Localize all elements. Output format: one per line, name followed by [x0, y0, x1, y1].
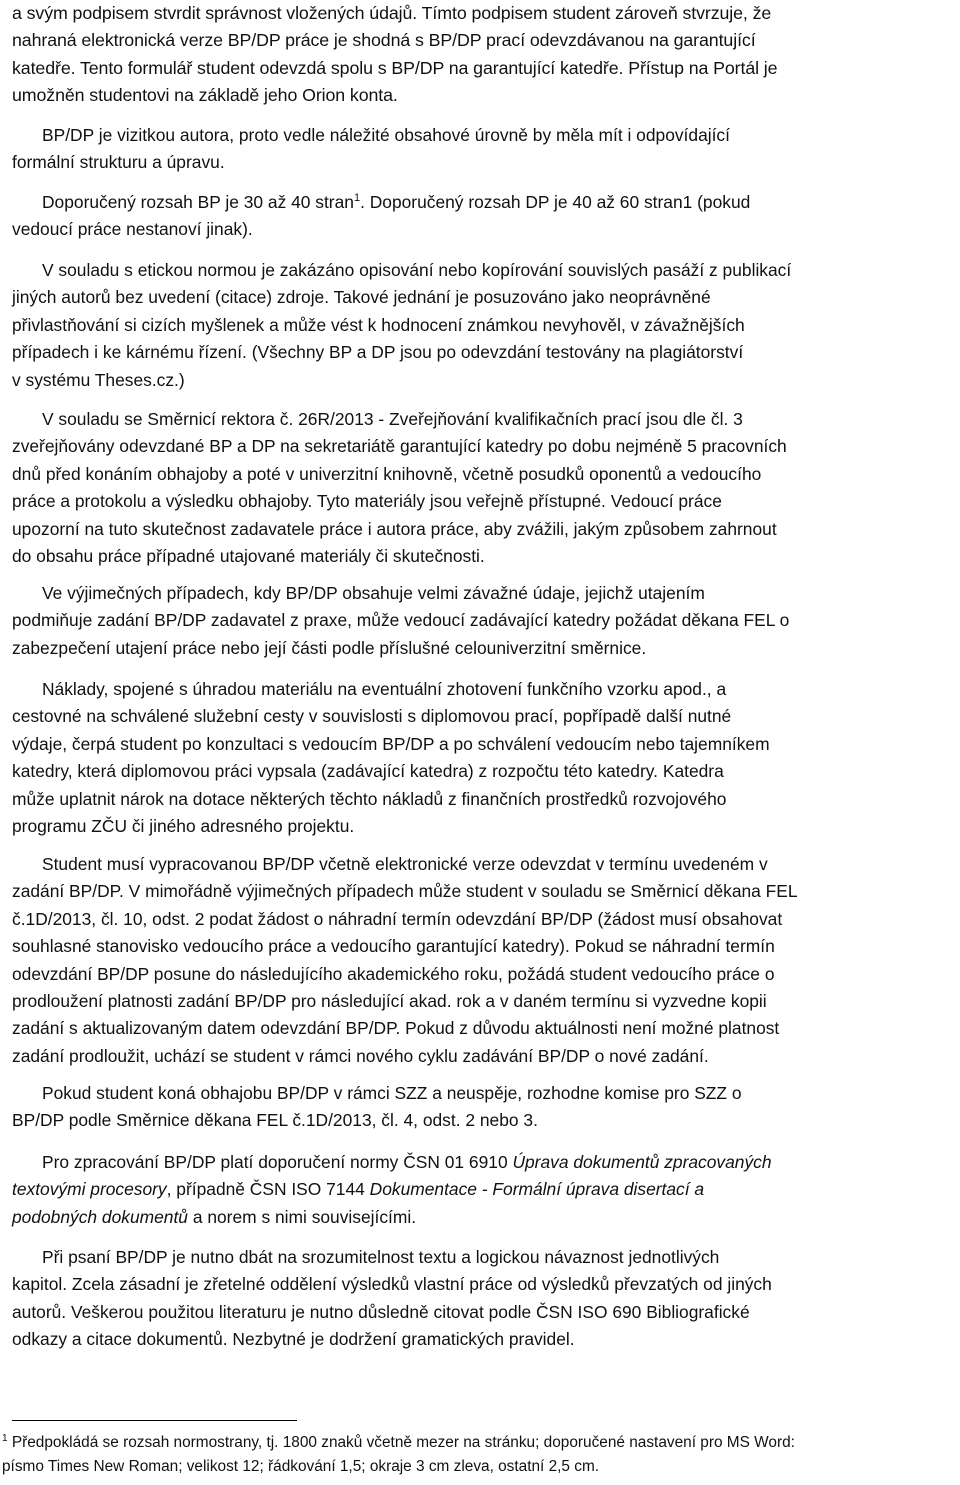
text-segment: a norem s nimi souvisejícími.: [187, 1206, 417, 1227]
text-line: kapitol. Zcela zásadní je zřetelné oddělení výsledků vlastní práce od výsledků převzatých od jiných: [12, 1274, 772, 1295]
text-line: dnů před konáním obhajoby a poté v univerzitní knihovně, včetně posudků oponentů a vedoucího: [12, 463, 762, 484]
text-line: zveřejňovány odevzdané BP a DP na sekretariátě garantující katedry po dobu nejméně 5 pracovních: [12, 436, 787, 457]
text-line: Náklady, spojené s úhradou materiálu na eventuální zhotovení funkčního vzorku apod., a: [42, 679, 727, 699]
standard-title: Dokumentace - Formální úprava disertací a: [369, 1179, 705, 1200]
text-line: katedře. Tento formulář student odevzdá spolu s BP/DP na garantující katedře. Přístup na Portál je: [12, 57, 778, 78]
paragraph-szz-defense: [12, 1080, 742, 1135]
footnote-separator: [12, 1420, 297, 1421]
text-line: do obsahu práce případné utajované materiály či skutečnosti.: [12, 546, 485, 567]
text-line: zadání s aktualizovaným datem odevzdání BP/DP. Pokud z důvodu aktuálnosti není možné platnost: [12, 1018, 780, 1039]
standard-title: textovými procesory: [12, 1179, 167, 1200]
paragraph-publication: [12, 406, 787, 570]
text-line: jiných autorů bez uvedení (citace) zdroje. Takové jednání je posuzováno jako neoprávněné: [12, 287, 711, 308]
paragraph-portal-access: [12, 0, 777, 110]
text-line: zadání BP/DP. V mimořádně výjimečných případech může student v souladu se Směrnicí děkana FEL: [12, 881, 798, 902]
text-line: formální strukturu a úpravu.: [12, 152, 225, 173]
text-line: případech i ke kárnému řízení. (Všechny BP a DP jsou po odevzdání testovány na plagiátorství: [12, 342, 744, 363]
paragraph-recommended-length: [12, 189, 750, 244]
text-line: přivlastňování si cizích myšlenek a může vést k hodnocení známkou nevyhověl, v závažnějších: [12, 314, 745, 335]
text-line: odevzdání BP/DP posune do následujícího akademického roku, požádá student vedoucího práce o: [12, 963, 775, 984]
text-line: zabezpečení utajení práce nebo její části podle příslušné celouniverzitní směrnice.: [12, 637, 647, 658]
text-line: a svým podpisem stvrdit správnost vložených údajů. Tímto podpisem student zároveň stvrzuje, že: [12, 3, 772, 23]
text-segment: Pro zpracování BP/DP platí doporučení normy ČSN 01 6910: [42, 1152, 513, 1172]
text-line: upozorní na tuto skutečnost zadavatele práce i autora práce, aby zvážili, jakým způsobem zahrnout: [12, 518, 777, 539]
standard-title: podobných dokumentů: [12, 1206, 188, 1227]
text-segment: , případně ČSN ISO 7144: [166, 1179, 370, 1200]
text-line: katedry, která diplomovou práci vypsala (zadávající katedra) z rozpočtu této katedry. Katedra: [12, 761, 724, 782]
paragraph-writing-rules: [12, 1244, 772, 1354]
paragraph-confidential: [12, 580, 789, 662]
text-line: Ve výjimečných případech, kdy BP/DP obsahuje velmi závažné údaje, jejichž utajením: [42, 583, 705, 603]
text-line: souhlasné stanovisko vedoucího práce a vedoucího garantující katedry). Pokud se náhradní termín: [12, 936, 775, 957]
text-line: vedoucí práce nestanoví jinak).: [12, 219, 253, 240]
text-line: [2, 1431, 958, 1455]
footnote-mark: 1: [2, 1432, 8, 1444]
text-line: BP/DP je vizitkou autora, proto vedle náležité obsahové úrovně by měla mít i odpovídající: [42, 125, 730, 145]
standard-title: Úprava dokumentů zpracovaných: [512, 1152, 772, 1172]
text-line: [12, 1176, 772, 1203]
text-line: v systému Theses.cz.): [12, 369, 185, 390]
text-line: V souladu se Směrnicí rektora č. 26R/2013 - Zveřejňování kvalifikačních prací jsou dle čl. 3: [42, 409, 743, 429]
footnote-reference: 1: [353, 192, 361, 205]
paragraph-submission-deadline: [12, 851, 798, 1070]
text-line: písmo Times New Roman; velikost 12; řádkování 1,5; okraje 3 cm zleva, ostatní 2,5 cm.: [2, 1458, 600, 1475]
text-line: podmiňuje zadání BP/DP zadavatel z praxe, může vedoucí zadávající katedry požádat děkana FEL o: [12, 610, 790, 631]
text-line: cestovné na schválené služební cesty v souvislosti s diplomovou prací, popřípadě další nutné: [12, 706, 732, 727]
text-line: může uplatnit nárok na dotace některých těchto nákladů z finančních prostředků rozvojového: [12, 788, 727, 809]
text-segment: Předpokládá se rozsah normostrany, tj. 1800 znaků včetně mezer na stránku; doporučené nastavení pro MS Word:: [7, 1434, 795, 1451]
paragraph-plagiarism: [12, 257, 791, 394]
text-line: Pokud student koná obhajobu BP/DP v rámci SZZ a neuspěje, rozhodne komise pro SZZ o: [42, 1083, 742, 1103]
text-line: [12, 1149, 772, 1176]
text-line: [12, 1204, 772, 1231]
text-line: prodloužení platnosti zadání BP/DP pro následující akad. rok a v daném termínu si vyzvedne kopii: [12, 991, 767, 1012]
text-line: V souladu s etickou normou je zakázáno opisování nebo kopírování souvislých pasáží z publikací: [42, 260, 792, 280]
paragraph-costs: [12, 676, 770, 840]
paragraph-standards: [12, 1149, 772, 1231]
text-line: [12, 189, 750, 216]
text-line: nahraná elektronická verze BP/DP práce je shodná s BP/DP prací odevzdávanou na garantující: [12, 30, 756, 51]
footnote: [2, 1431, 958, 1479]
text-segment: . Doporučený rozsah DP je 40 až 60 stran1 (pokud: [360, 192, 751, 212]
text-segment: Doporučený rozsah BP je 30 až 40 stran: [42, 192, 354, 212]
text-line: BP/DP podle Směrnice děkana FEL č.1D/2013, čl. 4, odst. 2 nebo 3.: [12, 1110, 538, 1131]
text-line: Student musí vypracovanou BP/DP včetně elektronické verze odevzdat v termínu uvedeném v: [42, 854, 768, 874]
text-line: výdaje, čerpá student po konzultaci s vedoucím BP/DP a po schválení vedoucím nebo tajemníkem: [12, 733, 770, 754]
text-line: autorů. Veškerou použitou literaturu je nutno důsledně citovat podle ČSN ISO 690 Bibliografické: [12, 1301, 750, 1322]
text-line: č.1D/2013, čl. 10, odst. 2 podat žádost o náhradní termín odevzdání BP/DP (žádost musí obsahovat: [12, 908, 783, 929]
text-line: umožněn studentovi na základě jeho Orion konta.: [12, 85, 398, 106]
text-line: Při psaní BP/DP je nutno dbát na srozumitelnost textu a logickou návaznost jednotlivých: [42, 1247, 720, 1267]
text-line: práce a protokolu a výsledku obhajoby. Tyto materiály jsou veřejně přístupné. Vedoucí práce: [12, 491, 722, 512]
text-line: odkazy a citace dokumentů. Nezbytné je dodržení gramatických pravidel.: [12, 1329, 575, 1350]
text-line: zadání prodloužit, uchází se student v rámci nového cyklu zadávání BP/DP o nové zadání.: [12, 1045, 709, 1066]
text-line: programu ZČU či jiného adresného projektu.: [12, 816, 355, 837]
paragraph-thesis-form: [12, 122, 730, 177]
